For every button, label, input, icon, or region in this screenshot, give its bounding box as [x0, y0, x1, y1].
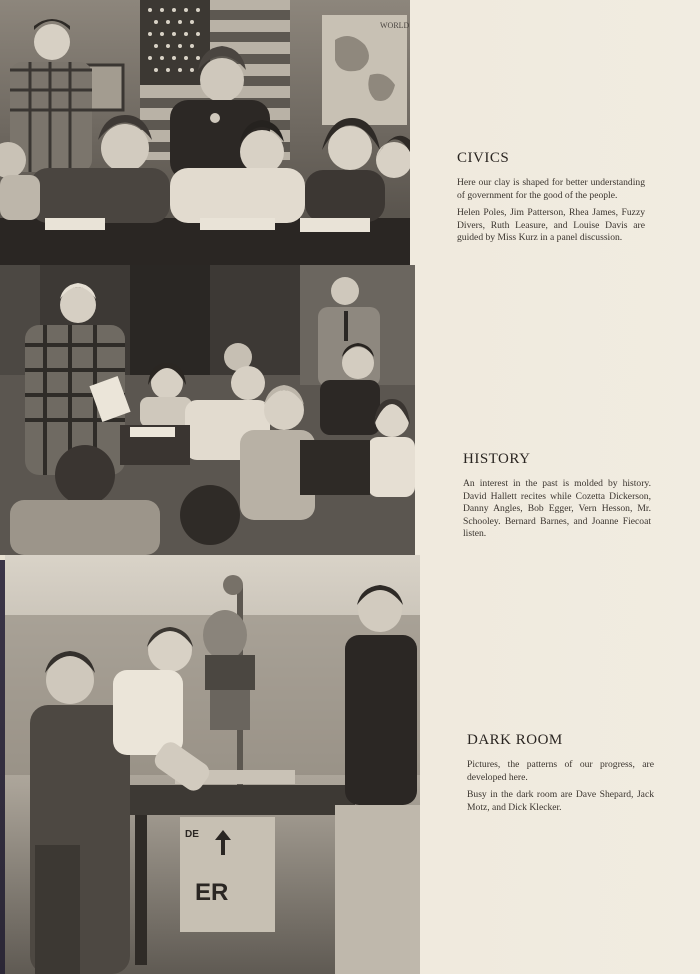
- history-section: [463, 451, 651, 546]
- darkroom-heading: DARK ROOM: [467, 732, 563, 748]
- history-photo: [0, 265, 415, 555]
- civics-photo-illustration: [0, 0, 410, 265]
- darkroom-intro: Pictures, the patterns of our progress, are developed here.: [467, 759, 654, 783]
- civics-caption: Helen Poles, Jim Patterson, Rhea James, Fuzzy Divers, Ruth Leasure, and Louise Davis are guided by Miss Kurz in a panel discussion.: [457, 207, 645, 243]
- history-photo-illustration: [0, 265, 415, 555]
- civics-section: [457, 150, 645, 250]
- history-caption: An interest in the past is molded by history. David Hallett recites while Cozetta Dickerson, Danny Angles, Bob Egger, Vern Hesson, Mr. Schooley. Bernard Barnes, and Joanne Fiecoat listen.: [463, 478, 651, 539]
- civics-heading: CIVICS: [457, 150, 510, 166]
- history-heading: HISTORY: [463, 451, 531, 467]
- darkroom-section: [467, 732, 654, 819]
- box-label-bottom: ER: [195, 879, 229, 906]
- world-map: [322, 15, 410, 125]
- civics-intro: Here our clay is shaped for better understanding of government for the good of the people.: [457, 177, 645, 201]
- cardboard-box: [180, 817, 275, 932]
- student-right: [335, 585, 420, 974]
- box-label-top: DE: [185, 829, 199, 840]
- map-label: WORLD: [380, 21, 410, 30]
- darkroom-photo: [5, 555, 420, 974]
- civics-photo: [0, 0, 410, 265]
- darkroom-caption: Busy in the dark room are Dave Shepard, Jack Motz, and Dick Klecker.: [467, 789, 654, 813]
- darkroom-photo-illustration: [5, 555, 420, 974]
